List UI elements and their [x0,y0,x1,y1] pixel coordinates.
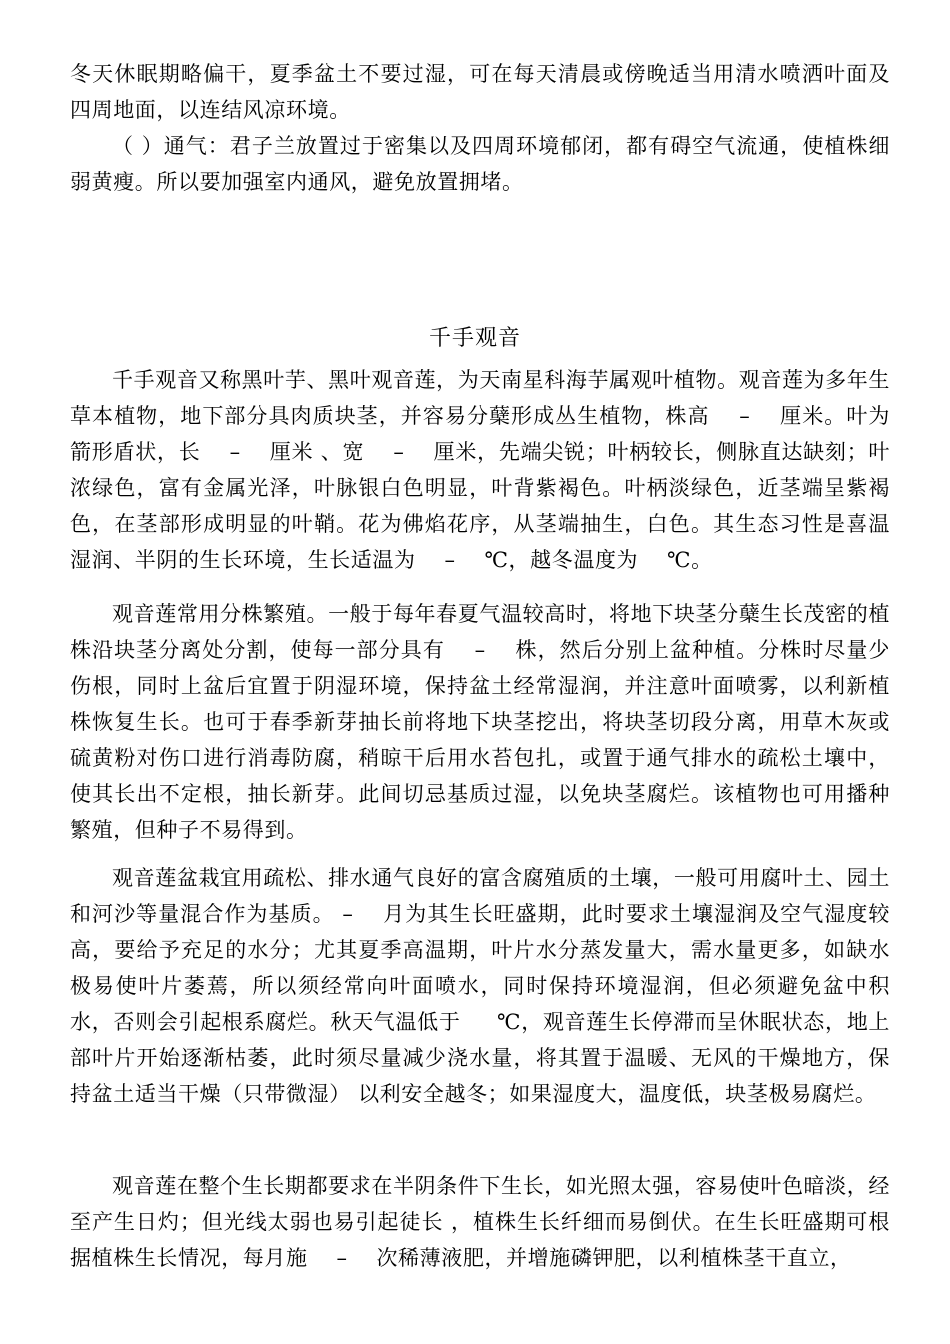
light-fertilizer-paragraph: 观音莲在整个生长期都要求在半阴条件下生长，如光照太强，容易使叶色暗淡，经至产生日灼；但光线太弱也易引起徒长 ，植株生长纤细而易倒伏。在生长旺盛期可根据植株生长情况，每月施 – 次稀薄液肥，并增施磷钾肥，以利植株茎干直立， [70,1174,890,1270]
ventilation-paragraph: （ ）通气：君子兰放置过于密集以及四周环境郁闭，都有碍空气流通，使植株细弱黄瘦。所以要加强室内通风，避免放置拥堵。 [70,134,890,194]
continuation-paragraph: 冬天休眠期略偏干，夏季盆土不要过湿，可在每天清晨或傍晚适当用清水喷洒叶面及四周地面，以连结风凉环境。 [70,62,890,122]
cultivation-paragraph: 观音莲盆栽宜用疏松、排水通气良好的富含腐殖质的土壤，一般可用腐叶土、园土和河沙等量混合作为基质。 – 月为其生长旺盛期，此时要求土壤湿润及空气湿度较高，要给予充足的水分；尤其夏季高温期，叶片水分蒸发量大，需水量更多，如缺水极易使叶片萎蔫，所以须经常向叶面喷水，同时保持环境湿润，但必须避免盆中积水，否则会引起根系腐烂。秋天气温低于 ℃，观音莲生长停滞而呈休眠状态，地上部叶片开始逐渐枯萎，此时须尽量减少浇水量，将其置于温暖、无风的干燥地方，保持盆土适当干燥（只带微湿） 以利安全越冬；如果湿度大，温度低，块茎极易腐烂。 [70,866,890,1106]
intro-paragraph: 千手观音又称黑叶芋、黑叶观音莲，为天南星科海芋属观叶植物。观音莲为多年生草本植物，地下部分具肉质块茎，并容易分蘖形成丛生植物，株高 – 厘米。叶为箭形盾状，长 – 厘米 、宽 – 厘米，先端尖锐；叶柄较长，侧脉直达缺刻；叶浓绿色，富有金属光泽，叶脉银白色明显，叶背紫褐色。叶柄淡绿色，近茎端呈紫褐色，在茎部形成明显的叶鞘。花为佛焰花序，从茎端抽生，白色。其生态习性是喜温湿润、半阴的生长环境，生长适温为 – ℃，越冬温度为 ℃。 [70,368,890,572]
propagation-paragraph: 观音莲常用分株繁殖。一般于每年春夏气温较高时，将地下块茎分蘖生长茂密的植株沿块茎分离处分割，使每一部分具有 – 株，然后分别上盆种植。分株时尽量少伤根，同时上盆后宜置于阴湿环境，保持盆土经常湿润，并注意叶面喷雾，以利新植株恢复生长。也可于春季新芽抽长前将地下块茎挖出，将块茎切段分离，用草木灰或硫黄粉对伤口进行消毒防腐，稍晾干后用水苔包扎，或置于通气排水的疏松土壤中，使其长出不定根，抽长新芽。此间切忌基质过湿，以免块茎腐烂。该植物也可用播种繁殖，但种子不易得到。 [70,602,890,842]
section-title: 千手观音 [428,326,521,351]
